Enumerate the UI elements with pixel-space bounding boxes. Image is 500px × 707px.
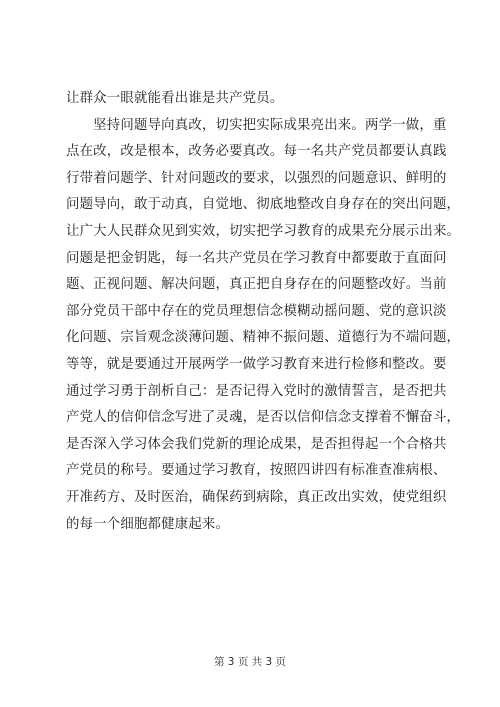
- text-line: 产党人的信仰信念写进了灵魂，是否以信仰信念支撑着不懈奋斗，: [66, 410, 461, 426]
- text-line: 行带着问题学、针对问题改的要求，以强烈的问题意识、鲜明的: [66, 170, 447, 186]
- text-line: 等等，就是要通过开展两学一做学习教育来进行检修和整改。要: [66, 356, 447, 372]
- text-line: 化问题、宗旨观念淡薄问题、精神不振问题、道德行为不端问题，: [66, 330, 461, 346]
- text-line: 的每一个细胞都健康起来。: [66, 516, 230, 532]
- text-line: 让广大人民群众见到实效，切实把学习教育的成果充分展示出来。: [66, 223, 461, 239]
- text-line: 让群众一眼就能看出谁是共产党员。: [66, 91, 284, 106]
- text-line: 部分党员干部中存在的党员理想信念模糊动摇问题、党的意识淡: [66, 303, 447, 319]
- page-number-footer: 第 3 页 共 3 页: [213, 656, 287, 668]
- text-line: 点在改，改是根本，改务必要真改。每一名共产党员都要认真践: [66, 144, 447, 160]
- body-text: [66, 86, 461, 538]
- text-line: 开准药方、及时医治，确保药到病除，真正改出实效，使党组织: [66, 489, 447, 505]
- text-line: 产党员的称号。要通过学习教育，按照四讲四有标准查准病根、: [66, 463, 447, 479]
- text-line: 通过学习勇于剖析自己：是否记得入党时的激情誓言，是否把共: [66, 383, 447, 399]
- text-line: 问题导向，敢于动真，自觉地、彻底地整改自身存在的突出问题，: [66, 197, 461, 213]
- text-line: 问题是把金钥匙，每一名共产党员在学习教育中都要敢于直面问: [66, 250, 447, 266]
- text-line: 坚持问题导向真改，切实把实际成果亮出来。两学一做，重: [66, 117, 447, 133]
- text-line: 是否深入学习体会我们党新的理论成果，是否担得起一个合格共: [66, 436, 447, 452]
- text-line: 题、正视问题、解决问题，真正把自身存在的问题整改好。当前: [66, 277, 447, 293]
